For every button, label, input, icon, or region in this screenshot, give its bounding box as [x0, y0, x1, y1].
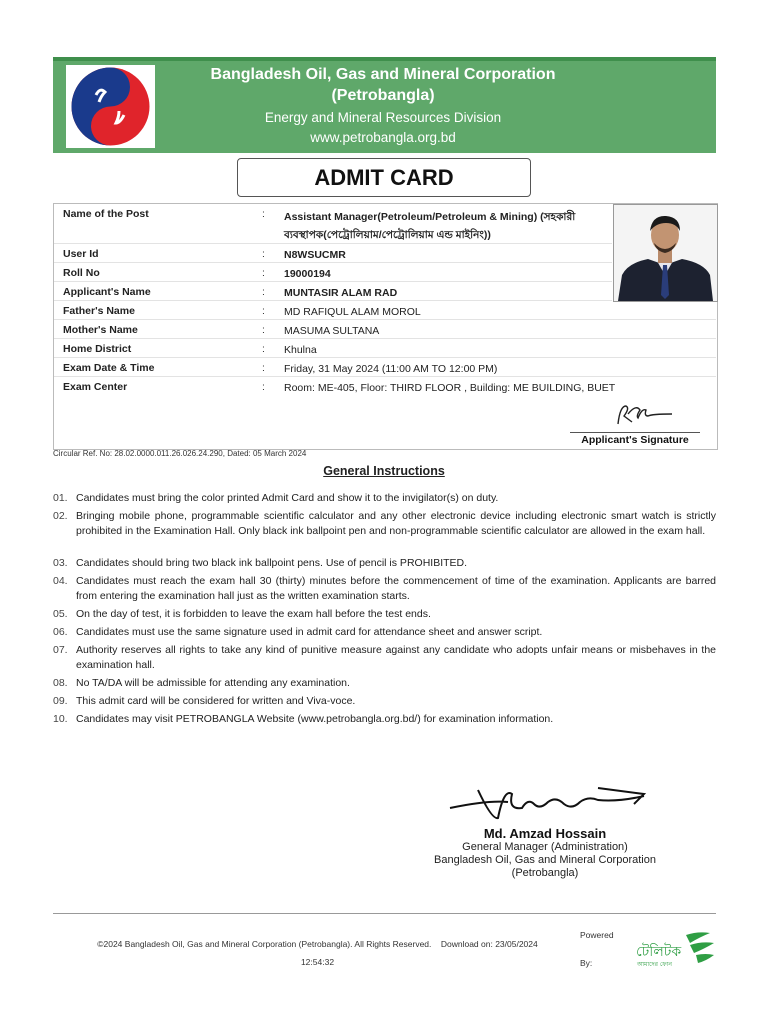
instruction-item — [53, 491, 716, 506]
info-value: N8WSUCMR — [284, 249, 346, 261]
footer-copyright: ©2024 Bangladesh Oil, Gas and Mineral Corporation (Petrobangla). All Rights Reserved. — [97, 939, 432, 949]
header-banner — [53, 57, 716, 153]
info-value: 19000194 — [284, 268, 331, 280]
org-subtitle — [203, 108, 563, 148]
instruction-number: 06. — [53, 626, 68, 638]
info-colon: : — [262, 208, 265, 220]
signature-line — [570, 432, 700, 433]
instruction-number: 01. — [53, 492, 68, 504]
header-top-line — [53, 57, 716, 61]
footer-divider — [53, 913, 716, 914]
powered-label: Powered — [580, 930, 614, 940]
info-row-applicant-name — [54, 282, 612, 301]
instruction-number: 04. — [53, 575, 68, 587]
org-name-line2: (Petrobangla) — [331, 87, 435, 104]
authority-organization-short: (Petrobangla) — [511, 867, 579, 879]
org-name-line1: Bangladesh Oil, Gas and Mineral Corporation — [210, 66, 556, 83]
info-row-roll-no — [54, 263, 612, 282]
info-label: Exam Center — [63, 381, 128, 393]
footer-download-time: 12:54:32 — [300, 957, 335, 967]
instruction-item — [53, 676, 716, 691]
info-colon: : — [262, 286, 265, 298]
info-row-user-id — [54, 244, 612, 263]
info-value: MUNTASIR ALAM RAD — [284, 287, 398, 299]
info-row-exam-center — [54, 377, 716, 395]
instructions-title: General Instructions — [323, 464, 445, 478]
candidate-info-box — [53, 203, 718, 450]
info-row-exam-date — [54, 358, 716, 377]
info-label: Exam Date & Time — [63, 362, 155, 374]
applicant-signature-label: Applicant's Signature — [581, 434, 689, 446]
petrobangla-logo-icon — [66, 65, 155, 148]
authority-signature-image — [448, 780, 648, 830]
info-colon: : — [262, 305, 265, 317]
info-colon: : — [262, 324, 265, 336]
info-value: Room: ME-405, Floor: THIRD FLOOR , Building: ME BUILDING, BUET — [284, 382, 616, 394]
info-label: Roll No — [63, 267, 100, 279]
instruction-text: No TA/DA will be admissible for attending any examination. — [76, 677, 350, 689]
instruction-item — [53, 509, 716, 553]
authority-designation: General Manager (Administration) — [462, 841, 628, 853]
info-label: Father's Name — [63, 305, 135, 317]
info-label: Mother's Name — [63, 324, 138, 336]
website-link[interactable]: www.petrobangla.org.bd — [310, 130, 456, 145]
instruction-text: Candidates must use the same signature used in admit card for attendance sheet and answer script. — [76, 626, 543, 638]
instruction-text: This admit card will be considered for written and Viva-voce. — [76, 695, 356, 707]
applicant-photo — [613, 204, 718, 302]
instruction-text: Candidates must reach the exam hall 30 (thirty) minutes before the commencement of time of the examination. Applicants are barred from entering the examination hall just as the written examination starts. — [76, 575, 716, 602]
instruction-text: Candidates should bring two black ink ballpoint pens. Use of pencil is PROHIBITED. — [76, 557, 468, 569]
info-label: Home District — [63, 343, 132, 355]
info-value: MD RAFIQUL ALAM MOROL — [284, 306, 421, 318]
instruction-item — [53, 574, 716, 604]
instruction-number: 08. — [53, 677, 68, 689]
teletalk-logo-icon — [634, 929, 716, 969]
applicant-signature-image — [614, 400, 674, 435]
instruction-number: 09. — [53, 695, 68, 707]
info-row-home-district — [54, 339, 716, 358]
info-colon: : — [262, 267, 265, 279]
info-label: Applicant's Name — [63, 286, 151, 298]
by-label: By: — [580, 958, 593, 968]
instruction-text: Bringing mobile phone, programmable scientific calculator and any other electronic device including electronic smart watch is strictly prohibited in the Examination Hall. Only black ink ballpoint pen and non-programmable scientific calculator are allowed in the exam hall. — [76, 510, 716, 537]
instruction-item — [53, 556, 716, 571]
instruction-text: Candidates must bring the color printed Admit Card and show it to the invigilator(s) on duty. — [76, 492, 499, 504]
footer-copyright-line — [60, 935, 575, 953]
org-name — [203, 64, 563, 106]
circular-reference: Circular Ref. No: 28.02.0000.011.26.026.24.290, Dated: 05 March 2024 — [53, 449, 307, 458]
instruction-item — [53, 607, 716, 622]
instruction-number: 07. — [53, 644, 68, 656]
admit-card-title: ADMIT CARD — [237, 158, 531, 197]
info-label: User Id — [63, 248, 99, 260]
info-value: Khulna — [284, 344, 317, 356]
teletalk-logo-text: টেলিটক — [636, 944, 682, 960]
authority-organization: Bangladesh Oil, Gas and Mineral Corporation — [434, 854, 656, 866]
instruction-item — [53, 643, 716, 673]
instruction-item — [53, 625, 716, 640]
info-colon: : — [262, 343, 265, 355]
info-colon: : — [262, 248, 265, 260]
info-value: MASUMA SULTANA — [284, 325, 380, 337]
instruction-text: On the day of test, it is forbidden to leave the exam hall before the test ends. — [76, 608, 431, 620]
instruction-item — [53, 712, 716, 727]
instruction-text: Authority reserves all rights to take any kind of punitive measure against any candidate who adopts unfair means or misbehaves in the examination hall. — [76, 644, 716, 671]
footer-copyright-block — [60, 935, 575, 971]
instruction-text: Candidates may visit PETROBANGLA Website (www.petrobangla.org.bd/) for examination information. — [76, 713, 554, 725]
authority-name: Md. Amzad Hossain — [483, 826, 607, 841]
info-row-father-name — [54, 301, 716, 320]
info-colon: : — [262, 362, 265, 374]
info-value: Assistant Manager(Petroleum/Petroleum & Mining) (সহকারী ব্যবস্থাপক(পেট্রোলিয়াম/পেট্রোলিয়াম এন্ড মাইনিং)) — [284, 211, 576, 241]
info-label: Name of the Post — [63, 208, 149, 220]
division-name: Energy and Mineral Resources Division — [264, 110, 502, 125]
info-row-post — [54, 204, 612, 244]
instruction-number: 05. — [53, 608, 68, 620]
info-row-mother-name — [54, 320, 716, 339]
instruction-item — [53, 694, 716, 709]
info-colon: : — [262, 381, 265, 393]
teletalk-tagline: আমাদের ফোন — [637, 961, 672, 968]
footer-download-date: Download on: 23/05/2024 — [440, 939, 538, 949]
instruction-number: 02. — [53, 510, 68, 522]
instruction-number: 03. — [53, 557, 68, 569]
instruction-number: 10. — [53, 713, 68, 725]
info-value: Friday, 31 May 2024 (11:00 AM TO 12:00 PM) — [284, 363, 498, 375]
